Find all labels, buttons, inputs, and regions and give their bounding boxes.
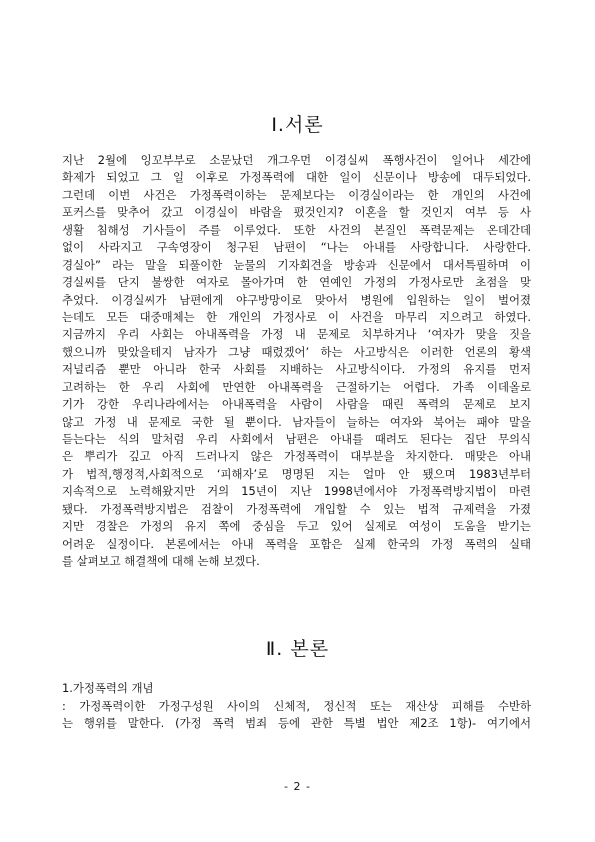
paragraph-line: 저널리즘 뿐만 아니라 한국 사회를 지배하는 사고방식이다. 가정의 유지를 먼저 <box>62 362 531 377</box>
paragraph-line: 은 뿌리가 깊고 아직 드러나지 않은 가정폭력이 대부분을 차지한다. 매맞은 아내 <box>62 449 531 464</box>
paragraph-line: 없이 사라지고 구속영장이 청구된 남편이 “나는 아내를 사랑합니다. 사랑한다. <box>62 240 531 255</box>
subsection-title: 1.가정폭력의 개념 <box>62 681 154 695</box>
paragraph-line: 지금까지 우리 사회는 아내폭력을 가정 내 문제로 치부하거나 ‘여자가 맞을 짓을 <box>62 327 531 342</box>
paragraph-line: 화제가 되었고 그 일 이후로 가정폭력에 대한 일이 신문이나 방송에 대두되었다. <box>62 170 531 185</box>
paragraph-line: 생활 침해성 기사들이 주를 이루었다. 또한 사건의 본질인 폭력문제는 온데간데 <box>62 222 531 237</box>
paragraph-line: 는 행위를 말한다. (가정 폭력 범죄 등에 관한 특별 법안 제2조 1항)- 여기에서 <box>62 715 531 730</box>
paragraph-line: : 가정폭력이한 가정구성원 사이의 신체적, 정신적 또는 재산상 피해를 수반하 <box>62 698 531 713</box>
section-heading-introduction: Ⅰ.서론 <box>271 114 324 136</box>
paragraph-line: 고려하는 한 우리 사회에 만연한 아내폭력을 근절하기는 어렵다. 가족 이데올로 <box>62 379 531 394</box>
paragraph-line: 않고 가정 내 문제로 국한 될 뿐이다. 남자들이 늘하는 여자와 북어는 패야 말을 <box>62 414 531 429</box>
paragraph-line: 포커스를 맞추어 갔고 이경실이 바람을 폈것인지? 이혼을 할 것인지 여부 등 사 <box>62 205 531 220</box>
paragraph-line: 그런데 이번 사건은 가정폭력이하는 문제보다는 이경실이라는 한 개인의 사건에 <box>62 187 531 202</box>
paragraph-line: 지난 2월에 잉꼬부부로 소문났던 개그우먼 이경실씨 폭행사건이 일어나 세간에 <box>62 153 531 167</box>
page-number: - 2 - <box>284 780 311 793</box>
paragraph-line: 경실아” 라는 말을 되풀이한 눈물의 기자회견을 방송과 신문에서 대서특필하며 이 <box>62 257 531 272</box>
paragraph-line: 가 법적,행정적,사회적으로 ‘피해자’로 명명된 지는 얼마 안 됐으며 1983년부터 <box>62 466 531 481</box>
paragraph-line: 어려운 실정이다. 본론에서는 아내 폭력을 포함은 실제 한국의 가정 폭력의 실태 <box>62 536 531 551</box>
introduction-paragraph <box>62 152 531 571</box>
paragraph-line: 기가 강한 우리나라에서는 아내폭력을 사람이 사람을 때린 폭력의 문제로 보지 <box>62 397 531 412</box>
paragraph-line: 지속적으로 노력해왔지만 거의 15년이 지난 1998년에서야 가정폭력방지법이 마련 <box>62 484 531 499</box>
paragraph-line: 는데도 모든 대중매체는 한 개인의 가정사로 이 사건을 마무리 지으려고 하였다. <box>62 309 531 324</box>
paragraph-line: 됐다. 가정폭력방지법은 검찰이 가정폭력에 개입할 수 있는 법적 규제력을 가졌 <box>62 501 531 516</box>
paragraph-line: 지만 경찰은 가정의 유지 쪽에 중심을 두고 있어 실제로 여성이 도움을 받기는 <box>62 519 531 534</box>
paragraph-line: 했으니까 맞았을테지 남자가 그냥 때렸겠어’ 하는 사고방식은 이러한 언론의 황색 <box>62 344 531 359</box>
paragraph-line: 를 살펴보고 해결책에 대해 논해 보겠다. <box>62 554 260 569</box>
definition-paragraph <box>62 698 531 733</box>
paragraph-line: 추었다. 이경실씨가 남편에게 야구방망이로 맞아서 병원에 입원하는 일이 벌어졌 <box>62 292 531 307</box>
paragraph-line: 경실씨를 단지 불쌍한 여자로 몰아가며 한 연예인 가정의 가정사로만 초점을 맞 <box>62 275 531 290</box>
section-heading-main-body: Ⅱ. 본론 <box>265 638 330 660</box>
paragraph-line: 듣는다는 식의 말처럼 우리 사회에서 남편은 아내를 때려도 된다는 집단 무의식 <box>62 432 531 446</box>
